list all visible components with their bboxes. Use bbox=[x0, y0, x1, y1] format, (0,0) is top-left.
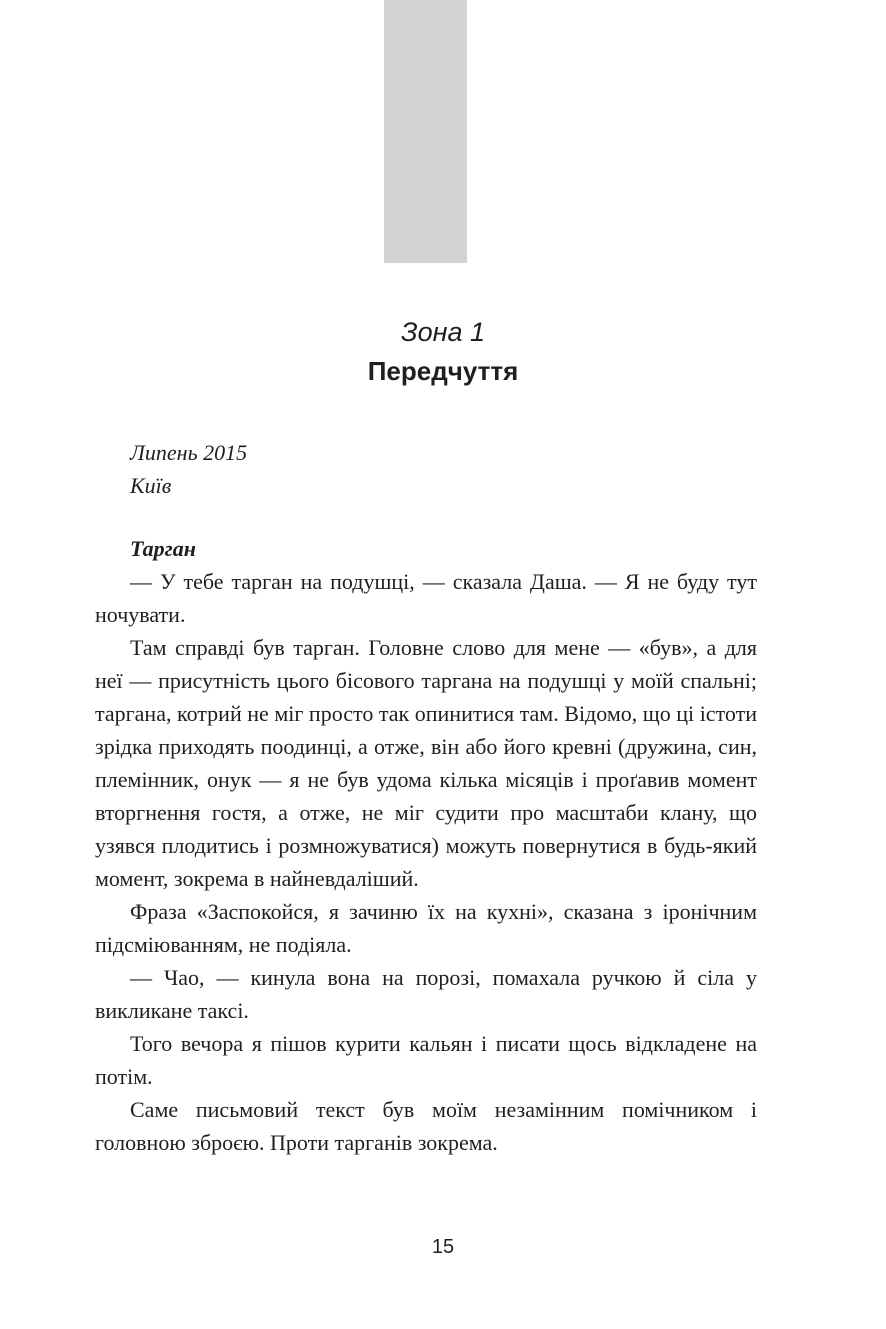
paragraph: Фраза «Заспокойся, я зачиню їх на кухні», сказана з іронічним підсміюванням, не подіяла. bbox=[95, 899, 757, 957]
page-number: 15 bbox=[431, 1236, 455, 1258]
paragraph: Саме письмовий текст був моїм незамінним помічником і головною зброєю. Проти тарганів зокрема. bbox=[95, 1097, 757, 1155]
dateline bbox=[130, 436, 247, 502]
dateline-place: Київ bbox=[130, 473, 172, 498]
dateline-date: Липень 2015 bbox=[130, 440, 248, 465]
chapter-tab-marker bbox=[384, 0, 467, 263]
paragraph: Там справді був тарган. Головне слово для мене — «був», а для неї — присутність цього бісового таргана на подушці у моїй спальні; таргана, котрий не міг просто так опинитися там. Відомо, що ці істоти зрідка приходять поодинці, а отже, він або його кревні (дружина, син, племінник, онук — я не був удома кілька місяців і проґавив момент вторгнення гостя, а отже, не міг судити про масштаби клану, що узявся плодитись і розмножуватися) можуть повернутися в будь-який момент, зокрема в найневдаліший. bbox=[95, 635, 757, 891]
paragraph: — У тебе тарган на подушці, — сказала Даша. — Я не буду тут ночувати. bbox=[95, 569, 757, 627]
section-heading: Тарган bbox=[130, 536, 196, 561]
chapter-title: Передчуття bbox=[367, 356, 519, 386]
body-text bbox=[95, 532, 757, 1159]
paragraph: — Чао, — кинула вона на порозі, помахала ручкою й сіла у викликане таксі. bbox=[95, 965, 757, 1023]
chapter-label: Зона 1 bbox=[401, 317, 485, 347]
paragraph: Того вечора я пішов курити кальян і писати щось відкладене на потім. bbox=[95, 1031, 757, 1089]
